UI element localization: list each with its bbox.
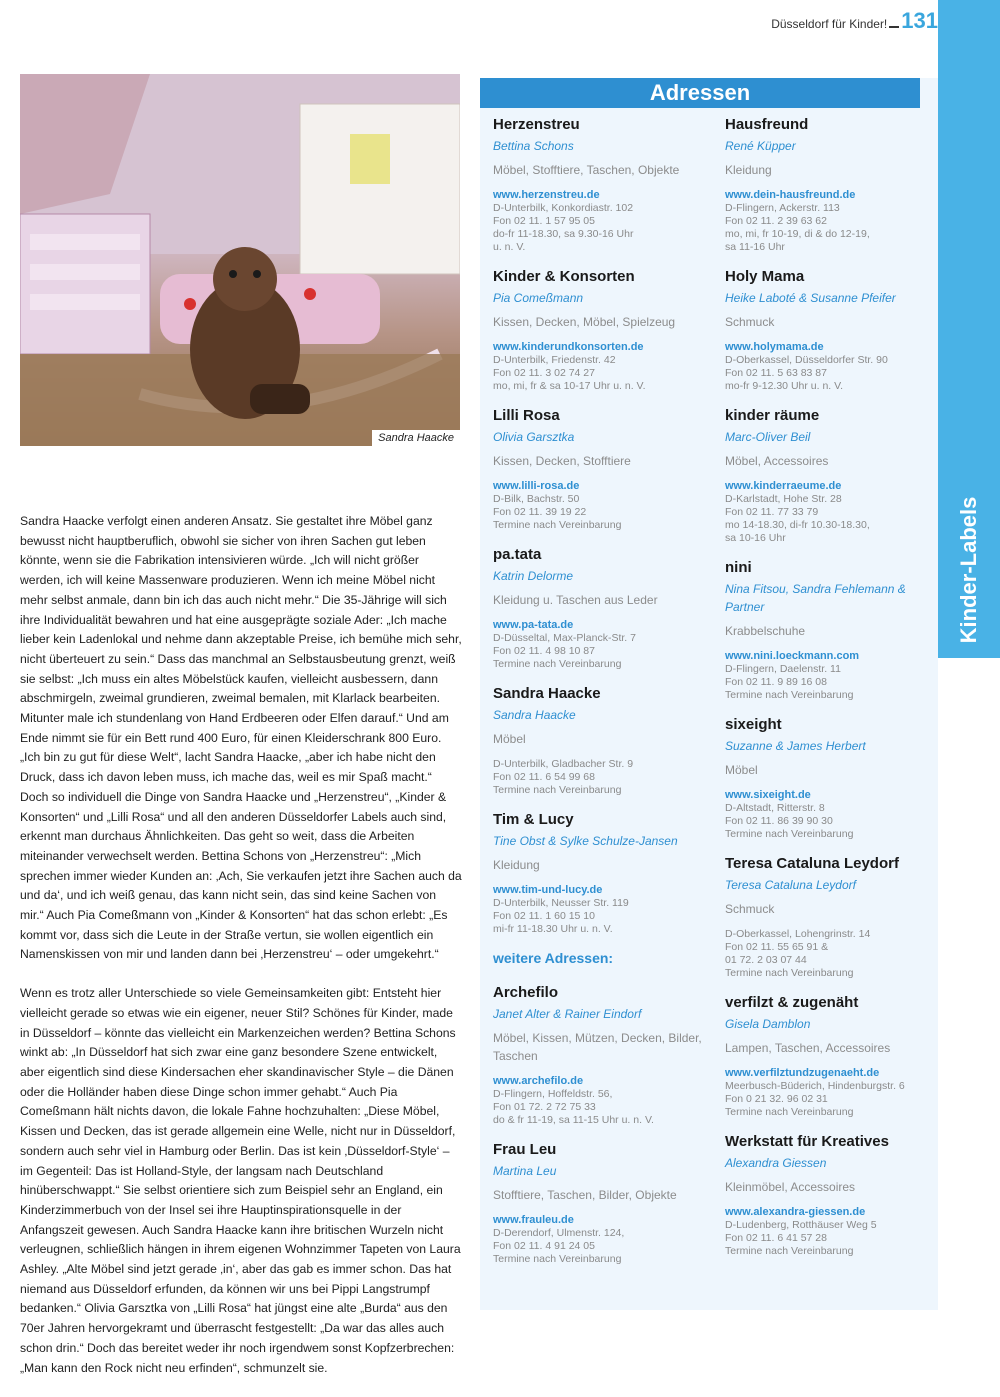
- shop-detail: Fon 0 21 32. 96 02 31: [725, 1093, 828, 1105]
- shop-website-link[interactable]: www.tim-und-lucy.de: [493, 884, 603, 896]
- shop-owner: Nina Fitsou, Sandra Fehlemann & Partner: [725, 582, 906, 614]
- shop-owner: Janet Alter & Rainer Eindorf: [493, 1007, 642, 1021]
- article-body: [20, 512, 462, 1397]
- shop-detail: Termine nach Vereinbarung: [493, 1253, 622, 1265]
- shop-detail: Fon 02 11. 6 54 99 68: [493, 771, 595, 783]
- shop-detail: D-Karlstadt, Hohe Str. 28: [725, 493, 842, 505]
- shop-website-link[interactable]: www.nini.loeckmann.com: [725, 650, 860, 662]
- shop-category: Möbel: [725, 763, 758, 777]
- shop-detail: do-fr 11-18.30, sa 9.30-16 Uhr: [493, 228, 634, 240]
- shop-name: Hausfreund: [725, 116, 809, 133]
- address-panel-title: Adressen: [480, 78, 920, 108]
- article-photo: [20, 74, 460, 446]
- page-number: 131: [901, 8, 938, 33]
- shop-category: Kissen, Decken, Möbel, Spielzeug: [493, 315, 676, 329]
- shop-website-link[interactable]: www.kinderundkonsorten.de: [493, 341, 644, 353]
- running-title: Düsseldorf für Kinder!: [771, 17, 888, 31]
- shop-category: Krabbelschuhe: [725, 624, 806, 638]
- shop-detail: Fon 02 11. 3 02 74 27: [493, 367, 595, 379]
- shop-name: Kinder & Konsorten: [493, 268, 635, 285]
- shop-detail: D-Flingern, Daelenstr. 11: [725, 663, 841, 675]
- address-entry: [493, 268, 713, 393]
- article-paragraph: Sandra Haacke verfolgt einen anderen Ansatz. Sie gestaltet ihre Möbel ganz bewusst nicht hauptberuflich, obwohl sie sicher von ihren Sachen gut leben könnte, wenn sie die Fabrikation intensivieren würde. „Ich will nicht größer werden, ich will keine Massenware produzieren. Wenn ich meine Möbel nicht mehr selbst anmale, dann bin ich das auch nicht mehr.“ Die 35-Jährige will sich ihre Individualität bewahren und hat eine ausgeprägte soziale Ader: „Ich mache lieber kein Ladenlokal und nehme dann akzeptable Preise, ich bemühe mich sehr, nicht überteuert zu sein.“ Dass das manchmal an Selbstausbeutung grenzt, weiß sie selbst: „Ich muss ein altes Möbelstück kaufen, vielleicht ausbessern, dann abschmirgeln, zweimal grundieren, zweimal bemalen, mit Klarlack bearbeiten. Mitunter male ich stundenlang von Hand Erdbeeren oder Elfen darauf.“ Und am Ende nimmt sie für ein Bett rund 400 Euro, für einen Kleiderschrank 800 Euro. „Ich bin zu gut für diese Welt“, lacht Sandra Haacke, „aber ich habe nicht den Druck, dass ich davon leben muss, ich mache das, weil es mir Spaß macht.“ Doch so individuell die Dinge von Sandra Haacke und „Herzenstreu“, „Kinder & Konsorten“ und „Lilli Rosa“ und all den anderen Düsseldorfer Labels auch sind, erkennt man durchaus Ähnlichkeiten. Das geht so weit, dass die Arbeiten miteinander verwechselt werden. Bettina Schons von „Herzenstreu“: „Mich sprechen immer wieder Kunden an: ‚Ach, Sie verkaufen jetzt ihre Sachen auch da und da‘, und ich weiß genau, das kann nicht sein, das sind keine Sachen von mir.“ Auch Pia Comeßmann von „Kinder & Konsorten“ hat das schon erlebt: „Es kommt vor, dass sich die Leute in der Straße vertun, sie wollen eigentlich ein Namenskissen von mir und landen dann bei ‚Herzenstreu‘ – oder umgekehrt.“: [20, 514, 462, 962]
- photo-illustration: [20, 74, 460, 446]
- address-entry: [493, 407, 713, 532]
- shop-name: Sandra Haacke: [493, 685, 601, 702]
- shop-name: Tim & Lucy: [493, 811, 574, 828]
- shop-detail: D-Unterbilk, Gladbacher Str. 9: [493, 758, 634, 770]
- shop-website-link[interactable]: www.frauleu.de: [493, 1214, 574, 1226]
- shop-detail: D-Oberkassel, Lohengrinstr. 14: [725, 928, 871, 940]
- article-paragraph: Wenn es trotz aller Unterschiede so viele Gemeinsamkeiten gibt: Entsteht hier vielleicht gerade so etwas wie ein eigener, neuer Stil? Schönes für Kinder, made in Düsseldorf – könnte das vielleicht ein Markenzeichen werden? Bettina Schons winkt ab: „In Düsseldorf hat sich zwar eine ganz besondere Szene entwickelt, aber eigentlich sind diese Kindersachen eher skandinavischer Style – die Dänen oder die Holländer haben diese Dinge schon immer gehabt.“ Auch Pia Comeßmann hält nichts davon, die lokale Fahne hochzuhalten: „Diese Möbel, Kissen und Decken, das ist gerade allgemein eine Welle, nicht nur in Düsseldorf, sondern auch sehr viel in Hamburg oder Berlin. Das ist kein ‚Düsseldorf-Style‘ – im Gegenteil: Das ist Holland-Style, der langsam nach Deutschland hinüberschwappt.“ Sie selbst orientiere sich zum Beispiel sehr an England, ein Kinderzimmerbuch von der Insel sei ihre Hauptinspirationsquelle in der Anfangszeit gewesen. Auch Sandra Haacke kann ihre britischen Wurzeln nicht verleugnen, schließlich hängen in ihrem eigenen Wohnzimmer Tapeten von Laura Ashley. „Alte Möbel sind jetzt gerade ‚in‘, aber das gab es immer schon. Das hat niemand aus Düsseldorf erfunden, da können wir uns bei Pippi Langstrumpf bedanken.“ Olivia Garsztka von „Lilli Rosa“ hat jüngst eine alte „Burda“ aus den 70er Jahren hervorgekramt und überrascht festgestellt: „Da war das alles auch schon drin.“ Doch das bereitet weder ihr noch irgendwem sonst Kopfzerbrechen: „Man kann den Rock nicht neu erfinden“, schmunzelt sie.: [20, 986, 461, 1375]
- shop-detail: do & fr 11-19, sa 11-15 Uhr u. n. V.: [493, 1114, 654, 1126]
- shop-detail: Meerbusch-Büderich, Hindenburgstr. 6: [725, 1080, 905, 1092]
- section-label: Kinder-Labels: [956, 496, 981, 644]
- address-entry: [725, 1133, 945, 1258]
- address-entry: [493, 1141, 713, 1266]
- shop-detail: sa 10-16 Uhr: [725, 532, 786, 544]
- shop-detail: Fon 02 11. 6 41 57 28: [725, 1232, 827, 1244]
- shop-detail: D-Flingern, Hoffeldstr. 56,: [493, 1088, 613, 1100]
- shop-owner: Olivia Garsztka: [493, 430, 575, 444]
- shop-detail: D-Derendorf, Ulmenstr. 124,: [493, 1227, 625, 1239]
- shop-detail: D-Ludenberg, Rotthäuser Weg 5: [725, 1219, 877, 1231]
- shop-website-link[interactable]: www.archefilo.de: [493, 1075, 584, 1087]
- address-entry: [725, 716, 945, 841]
- shop-detail: D-Flingern, Ackerstr. 113: [725, 202, 840, 214]
- shop-owner: Tine Obst & Sylke Schulze-Jansen: [493, 834, 678, 848]
- shop-name: Werkstatt für Kreatives: [725, 1133, 889, 1150]
- shop-website-link[interactable]: www.herzenstreu.de: [493, 189, 600, 201]
- shop-category: Kleidung: [725, 163, 772, 177]
- shop-detail: Fon 02 11. 4 91 24 05: [493, 1240, 595, 1252]
- header-rule: [889, 26, 899, 28]
- address-entry: [493, 984, 713, 1127]
- shop-detail: Fon 02 11. 9 89 16 08: [725, 676, 827, 688]
- shop-name: verfilzt & zugenäht: [725, 994, 859, 1011]
- shop-category: Lampen, Taschen, Accessoires: [725, 1041, 891, 1055]
- shop-owner: Sandra Haacke: [493, 708, 576, 722]
- shop-detail: Termine nach Vereinbarung: [725, 967, 854, 979]
- shop-category: Möbel, Kissen, Mützen, Decken, Bilder, Taschen: [493, 1031, 702, 1063]
- shop-detail: D-Unterbilk, Konkordiastr. 102: [493, 202, 634, 214]
- address-column-left: [493, 116, 713, 1280]
- address-entry: [725, 855, 945, 980]
- shop-website-link[interactable]: www.alexandra-giessen.de: [725, 1206, 866, 1218]
- shop-category: Kleinmöbel, Accessoires: [725, 1180, 856, 1194]
- shop-detail: Termine nach Vereinbarung: [725, 1106, 854, 1118]
- shop-detail: Fon 02 11. 86 39 90 30: [725, 815, 833, 827]
- shop-name: Archefilo: [493, 984, 559, 1001]
- shop-website-link[interactable]: www.kinderraeume.de: [725, 480, 842, 492]
- shop-name: nini: [725, 559, 752, 576]
- shop-detail: Fon 02 11. 4 98 10 87: [493, 645, 595, 657]
- shop-detail: mo 14-18.30, di-fr 10.30-18.30,: [725, 519, 870, 531]
- shop-website-link[interactable]: www.lilli-rosa.de: [493, 480, 580, 492]
- shop-name: pa.tata: [493, 546, 542, 563]
- shop-detail: mi-fr 11-18.30 Uhr u. n. V.: [493, 923, 613, 935]
- shop-website-link[interactable]: www.verfilztundzugenaeht.de: [725, 1067, 880, 1079]
- shop-detail: Termine nach Vereinbarung: [493, 658, 622, 670]
- shop-detail: sa 11-16 Uhr: [725, 241, 785, 253]
- shop-detail: Fon 02 11. 1 57 95 05: [493, 215, 595, 227]
- shop-detail: Fon 02 11. 77 33 79: [725, 506, 819, 518]
- shop-detail: D-Altstadt, Ritterstr. 8: [725, 802, 825, 814]
- shop-detail: Termine nach Vereinbarung: [725, 828, 854, 840]
- shop-category: Kleidung: [493, 858, 540, 872]
- shop-category: Schmuck: [725, 902, 775, 916]
- shop-name: Holy Mama: [725, 268, 805, 285]
- shop-detail: D-Oberkassel, Düsseldorfer Str. 90: [725, 354, 888, 366]
- shop-detail: D-Unterbilk, Friedenstr. 42: [493, 354, 616, 366]
- shop-category: Kissen, Decken, Stofftiere: [493, 454, 631, 468]
- shop-owner: Katrin Delorme: [493, 569, 574, 583]
- photo-credit: Sandra Haacke: [372, 430, 460, 446]
- shop-owner: Bettina Schons: [493, 139, 574, 153]
- shop-detail: Fon 02 11. 55 65 91 &: [725, 941, 829, 953]
- shop-name: kinder räume: [725, 407, 820, 424]
- shop-owner: Heike Laboté & Susanne Pfeifer: [725, 291, 896, 305]
- shop-detail: Fon 02 11. 39 19 22: [493, 506, 587, 518]
- shop-detail: D-Düsseltal, Max-Planck-Str. 7: [493, 632, 636, 644]
- shop-category: Möbel, Stofftiere, Taschen, Objekte: [493, 163, 680, 177]
- shop-owner: Alexandra Giessen: [725, 1156, 827, 1170]
- shop-category: Schmuck: [725, 315, 775, 329]
- shop-name: Teresa Cataluna Leydorf: [725, 855, 899, 872]
- shop-website-link[interactable]: www.sixeight.de: [725, 789, 811, 801]
- shop-name: Frau Leu: [493, 1141, 557, 1158]
- address-entry: [725, 116, 945, 254]
- shop-category: Möbel, Accessoires: [725, 454, 829, 468]
- shop-detail: Fon 01 72. 2 72 75 33: [493, 1101, 596, 1113]
- shop-website-link[interactable]: www.dein-hausfreund.de: [725, 189, 856, 201]
- shop-detail: mo, mi, fr & sa 10-17 Uhr u. n. V.: [493, 380, 646, 392]
- shop-owner: René Küpper: [725, 139, 796, 153]
- more-addresses-heading: weitere Adressen:: [493, 950, 614, 966]
- address-entry: [725, 407, 945, 545]
- shop-name: sixeight: [725, 716, 782, 733]
- shop-detail: Termine nach Vereinbarung: [493, 784, 622, 796]
- shop-detail: u. n. V.: [493, 241, 526, 253]
- shop-detail: Fon 02 11. 1 60 15 10: [493, 910, 595, 922]
- shop-detail: Fon 02 11. 2 39 63 62: [725, 215, 827, 227]
- shop-detail: Termine nach Vereinbarung: [725, 1245, 854, 1257]
- shop-detail: D-Unterbilk, Neusser Str. 119: [493, 897, 629, 909]
- section-side-tab: [938, 0, 1000, 658]
- shop-detail: Termine nach Vereinbarung: [493, 519, 622, 531]
- shop-website-link[interactable]: www.holymama.de: [725, 341, 824, 353]
- address-entry: [493, 685, 713, 797]
- shop-detail: D-Bilk, Bachstr. 50: [493, 493, 580, 505]
- shop-detail: mo-fr 9-12.30 Uhr u. n. V.: [725, 380, 844, 392]
- shop-name: Lilli Rosa: [493, 407, 560, 424]
- shop-category: Möbel: [493, 732, 526, 746]
- address-entry: [493, 116, 713, 254]
- shop-detail: mo, mi, fr 10-19, di & do 12-19,: [725, 228, 870, 240]
- address-panel: [480, 78, 938, 1310]
- shop-owner: Suzanne & James Herbert: [725, 739, 866, 753]
- shop-category: Kleidung u. Taschen aus Leder: [493, 593, 658, 607]
- shop-detail: Fon 02 11. 5 63 83 87: [725, 367, 827, 379]
- address-entry: [493, 811, 713, 936]
- shop-name: Herzenstreu: [493, 116, 580, 133]
- shop-owner: Teresa Cataluna Leydorf: [725, 878, 856, 892]
- shop-website-link[interactable]: www.pa-tata.de: [493, 619, 574, 631]
- running-header: [771, 8, 938, 34]
- address-entry: [725, 268, 945, 393]
- shop-owner: Gisela Damblon: [725, 1017, 811, 1031]
- address-entry: [493, 546, 713, 671]
- address-column-right: [725, 116, 945, 1272]
- shop-detail: 01 72. 2 03 07 44: [725, 954, 807, 966]
- address-entry: [725, 994, 945, 1119]
- shop-category: Stofftiere, Taschen, Bilder, Objekte: [493, 1188, 677, 1202]
- shop-owner: Marc-Oliver Beil: [725, 430, 811, 444]
- shop-owner: Pia Comeßmann: [493, 291, 584, 305]
- shop-detail: Termine nach Vereinbarung: [725, 689, 854, 701]
- address-entry: [725, 559, 945, 702]
- shop-owner: Martina Leu: [493, 1164, 557, 1178]
